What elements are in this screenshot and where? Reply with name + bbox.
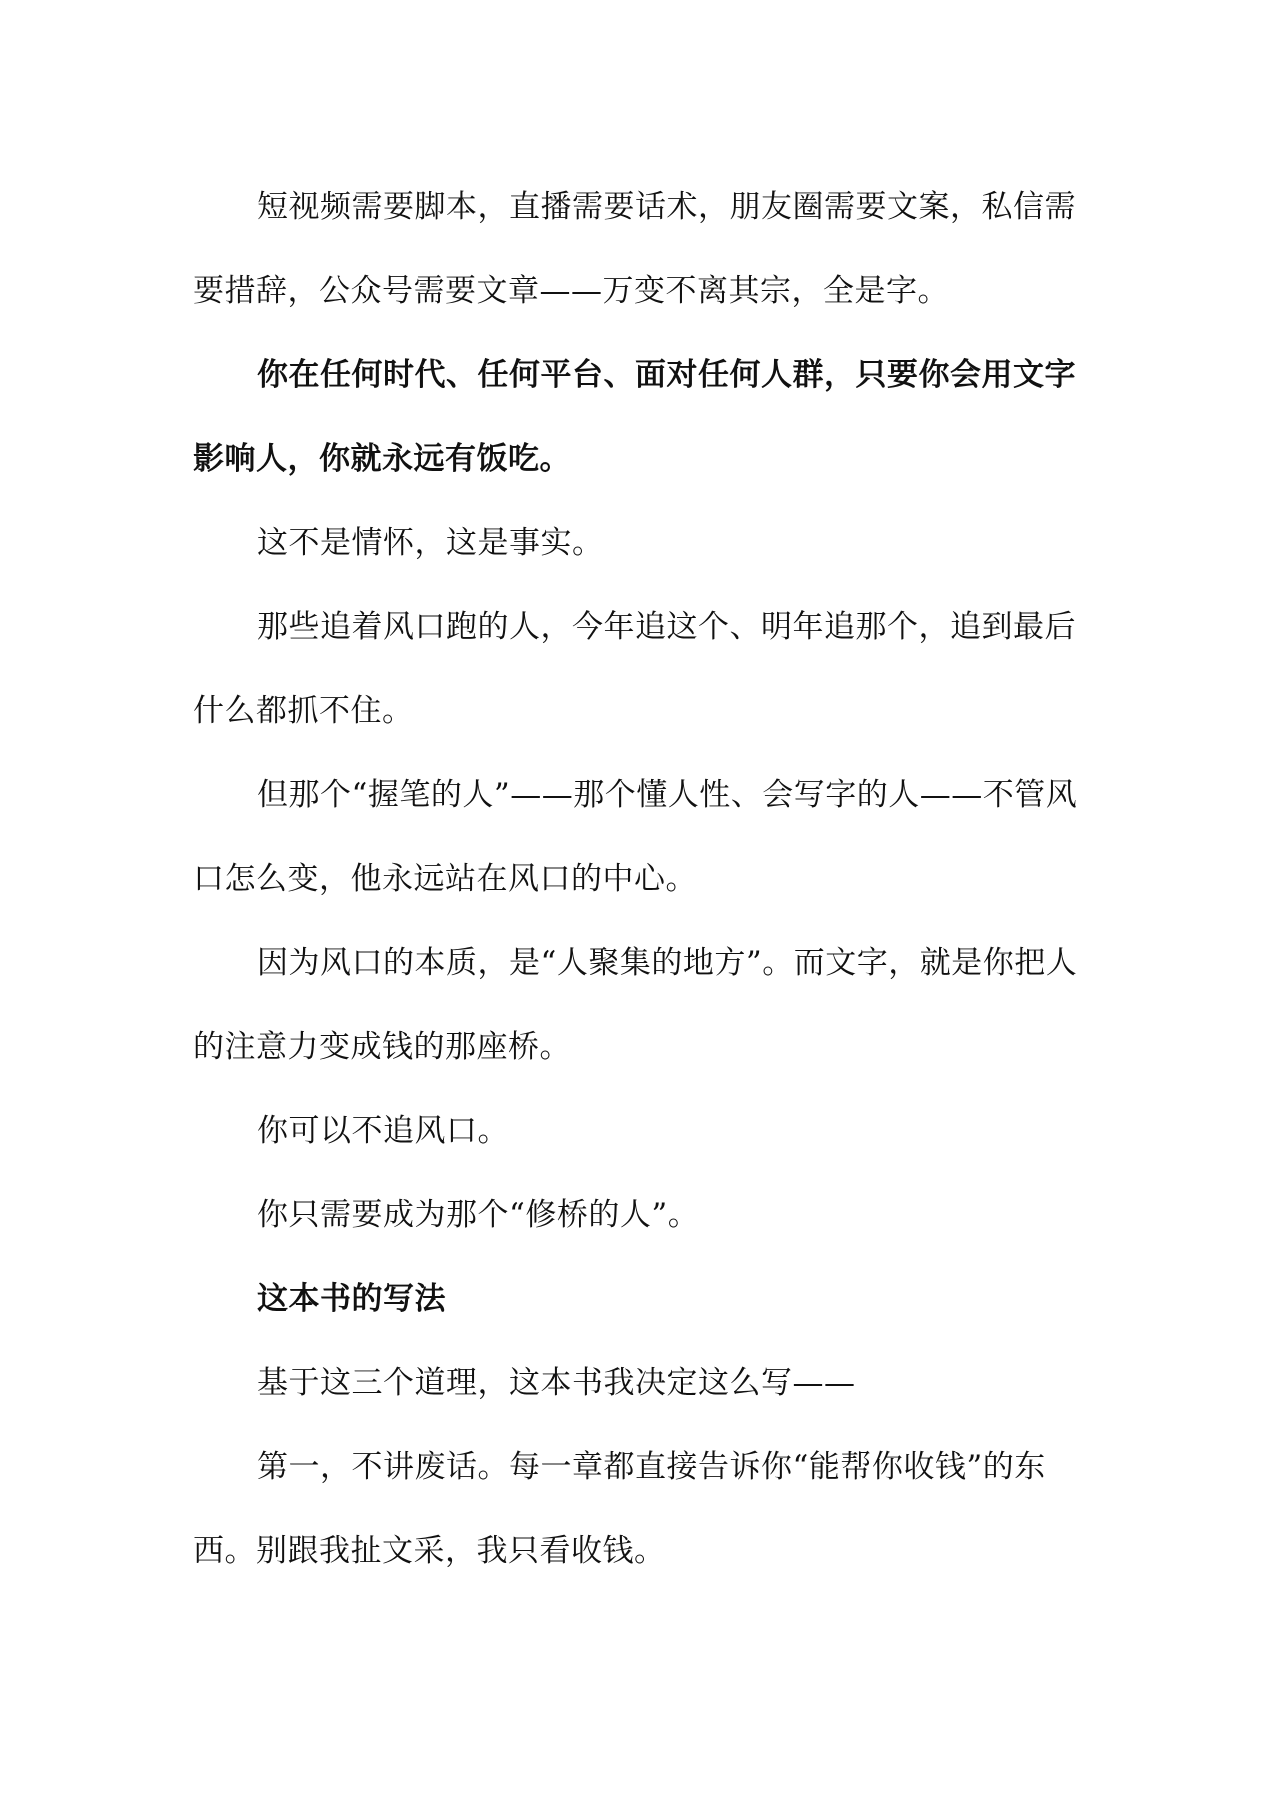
paragraph: 这不是情怀，这是事实。 <box>257 525 604 561</box>
paragraph: 因为风口的本质，是“人聚集的地方”。而文字，就是你把人的注意力变成钱的那座桥。 <box>193 945 1078 1065</box>
paragraph: 短视频需要脚本，直播需要话术，朋友圈需要文案，私信需要措辞，公众号需要文章——万变不离其宗，全是字。 <box>193 189 1076 309</box>
paragraph: 那些追着风口跑的人，今年追这个、明年追那个，追到最后什么都抓不住。 <box>193 609 1076 729</box>
paragraph: 你可以不追风口。 <box>257 1113 509 1149</box>
section-heading: 这本书的写法 <box>257 1281 446 1317</box>
bold-paragraph: 你在任何时代、任何平台、面对任何人群，只要你会用文字影响人，你就永远有饭吃。 <box>193 357 1076 477</box>
paragraph: 基于这三个道理，这本书我决定这么写—— <box>257 1365 856 1401</box>
paragraph: 但那个“握笔的人”——那个懂人性、会写字的人——不管风口怎么变，他永远站在风口的中心。 <box>193 777 1078 897</box>
paragraph: 你只需要成为那个“修桥的人”。 <box>257 1197 700 1233</box>
paragraph: 第一，不讲废话。每一章都直接告诉你“能帮你收钱”的东西。别跟我扯文采，我只看收钱。 <box>193 1449 1046 1569</box>
document-body <box>193 165 1083 1593</box>
